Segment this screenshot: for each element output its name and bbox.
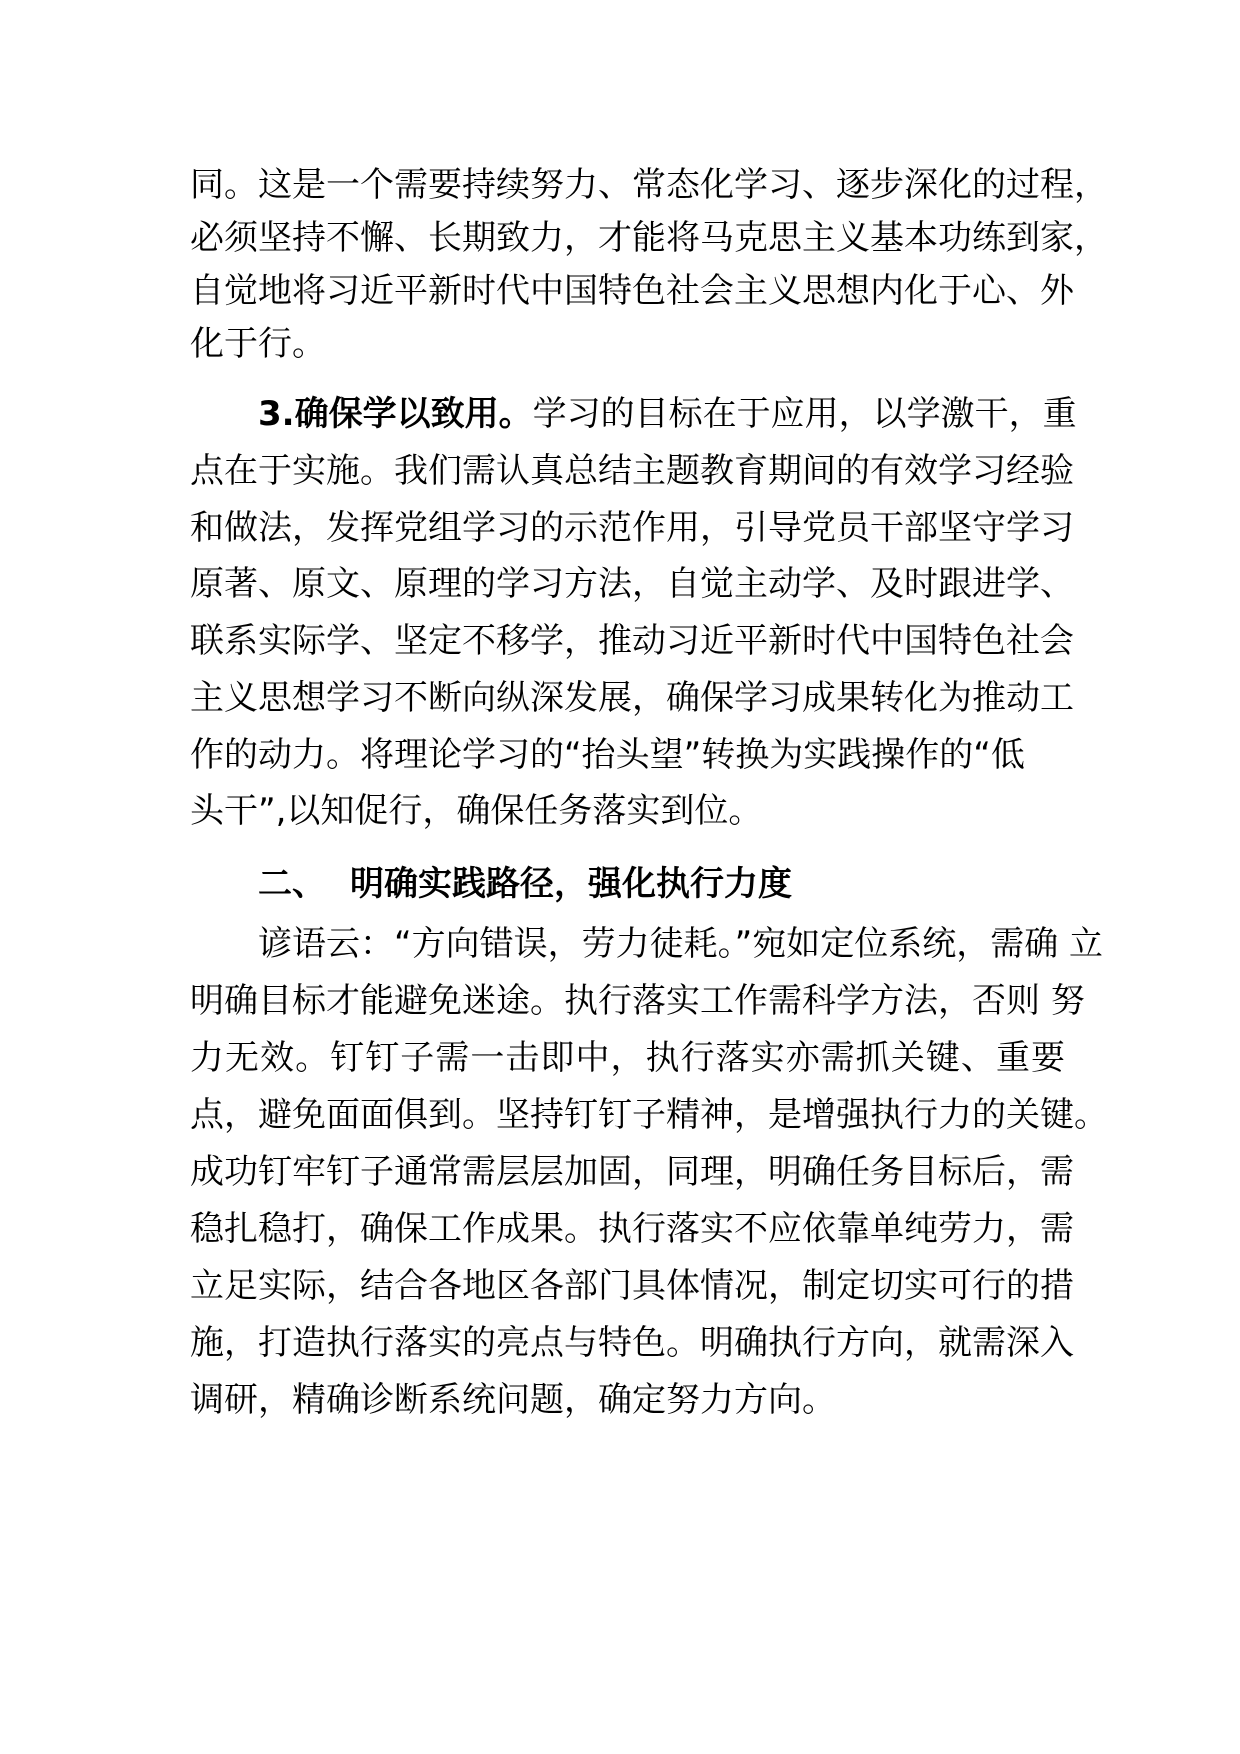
paragraph-line: 原著、原文、原理的学习方法，自觉主动学、及时跟进学、 bbox=[190, 564, 1074, 604]
paragraph-line: 作的动力。将理论学习的“抬头望”转换为实践操作的“低 bbox=[190, 735, 1025, 775]
paragraph-line: 力无效。钉钉子需一击即中，执行落实亦需抓关键、重要 bbox=[190, 1038, 1065, 1078]
paragraph-line: 同。这是一个需要持续努力、常态化学习、逐步深化的过程， bbox=[190, 165, 1108, 205]
paragraph-line: 必须坚持不懈、长期致力，才能将马克思主义基本功练到家， bbox=[190, 218, 1108, 258]
paragraph-line: 稳扎稳打，确保工作成果。执行落实不应依靠单纯劳力，需 bbox=[190, 1209, 1074, 1249]
paragraph-line: 调研，精确诊断系统问题，确定努力方向。 bbox=[190, 1380, 836, 1420]
paragraph-line: 立足实际，结合各地区各部门具体情况，制定切实可行的措 bbox=[190, 1266, 1074, 1306]
heading-number: 二、 bbox=[258, 864, 326, 904]
paragraph-line: 施，打造执行落实的亮点与特色。明确执行方向，就需深入 bbox=[190, 1323, 1074, 1363]
paragraph-line: 和做法，发挥党组学习的示范作用，引导党员干部坚守学习 bbox=[190, 508, 1074, 548]
paragraph-line: 头干”,以知促行，确保任务落实到位。 bbox=[190, 791, 763, 831]
paragraph-lead-line: 谚语云：“方向错误，劳力徒耗。”宛如定位系统，需确 立 bbox=[258, 924, 1104, 964]
paragraph-line: 联系实际学、坚定不移学，推动习近平新时代中国特色社会 bbox=[190, 621, 1074, 661]
paragraph-lead-line bbox=[258, 394, 1077, 434]
paragraph-line: 明确目标才能避免迷途。执行落实工作需科学方法，否则 努 bbox=[190, 981, 1085, 1021]
section-subheading: 3.确保学以致用。 bbox=[258, 394, 533, 434]
section-heading bbox=[258, 864, 1065, 904]
paragraph-line: 点在于实施。我们需认真总结主题教育期间的有效学习经验 bbox=[190, 451, 1074, 491]
paragraph-line: 化于行。 bbox=[190, 324, 326, 364]
paragraph-text: 学习的目标在于应用，以学激干，重 bbox=[532, 394, 1077, 434]
paragraph-line: 点，避免面面俱到。坚持钉钉子精神，是增强执行力的关键。 bbox=[190, 1095, 1108, 1135]
paragraph-line: 主义思想学习不断向纵深发展，确保学习成果转化为推动工 bbox=[190, 678, 1074, 718]
paragraph-line: 成功钉牢钉子通常需层层加固，同理，明确任务目标后，需 bbox=[190, 1152, 1074, 1192]
paragraph-line: 自觉地将习近平新时代中国特色社会主义思想内化于心、外 bbox=[190, 271, 1074, 311]
heading-title: 明确实践路径，强化执行力度 bbox=[350, 864, 792, 904]
